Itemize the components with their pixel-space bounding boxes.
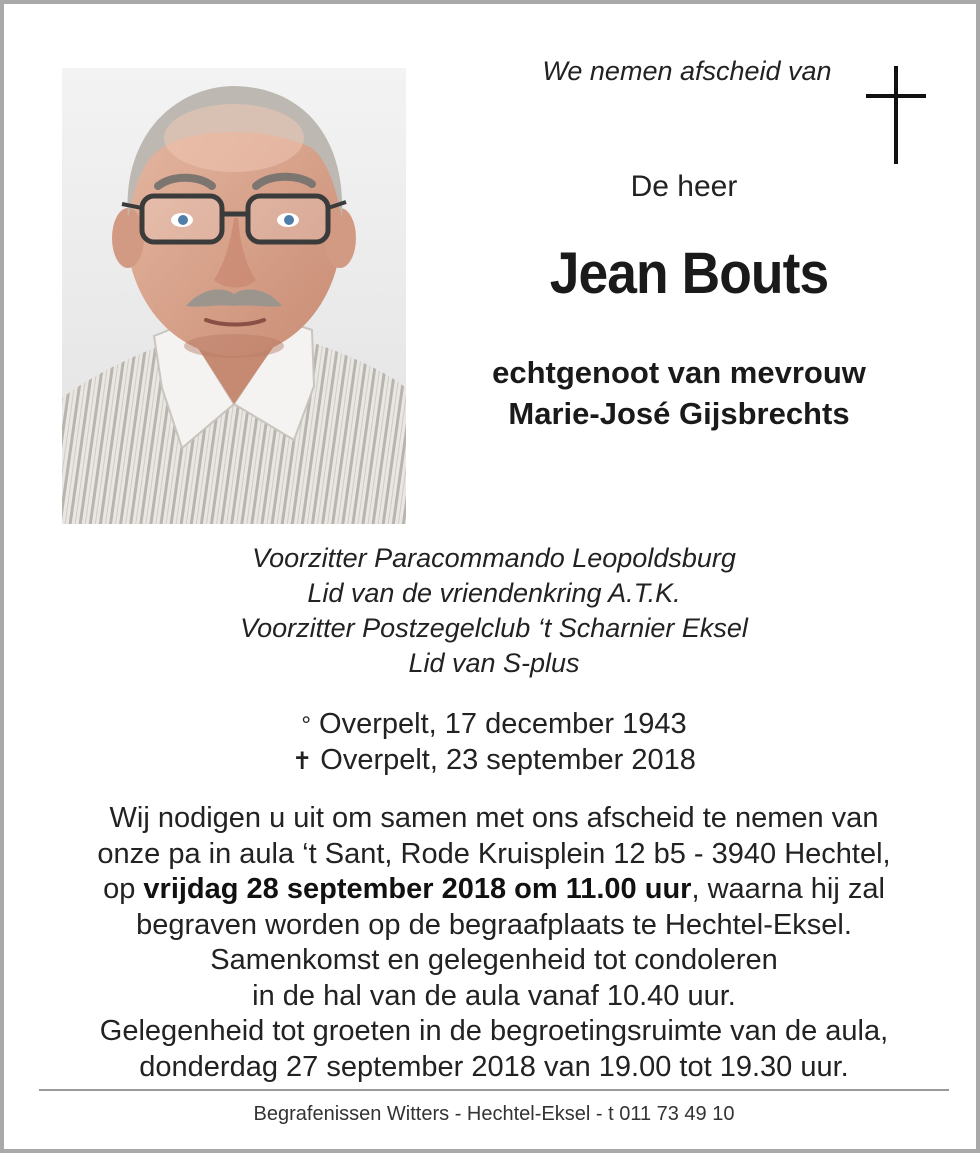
role-item: Voorzitter Postzegelclub ‘t Scharnier Eksel bbox=[240, 613, 748, 643]
invite-post: , waarna hij zal bbox=[691, 873, 885, 905]
invite-pre: op bbox=[103, 873, 144, 905]
spouse-line-1: echtgenoot van mevrouw bbox=[492, 355, 866, 390]
invitation-text bbox=[34, 801, 954, 1085]
role-item: Voorzitter Paracommando Leopoldsburg bbox=[252, 543, 736, 573]
invite-line: Samenkomst en gelegenheid tot condoleren bbox=[210, 944, 778, 976]
birth-line bbox=[44, 707, 944, 743]
invite-line: donderdag 27 september 2018 van 19.00 tot 19.30 uur. bbox=[139, 1050, 849, 1083]
funeral-home-footer: Begrafenissen Witters - Hechtel-Eksel - t 011 73 49 10 bbox=[253, 1103, 735, 1125]
life-dates bbox=[44, 707, 944, 779]
salutation: De heer bbox=[630, 170, 738, 203]
invite-line: onze pa in aula ‘t Sant, Rode Kruisplein 12 b5 - 3940 Hechtel, bbox=[97, 837, 891, 870]
deceased-name: Jean Bouts bbox=[549, 241, 829, 306]
spouse-line-2: Marie-José Gijsbrechts bbox=[508, 396, 850, 431]
role-item: Lid van de vriendenkring A.T.K. bbox=[307, 578, 681, 608]
ceremony-datetime: vrijdag 28 september 2018 om 11.00 uur bbox=[143, 873, 692, 905]
portrait-photo bbox=[62, 68, 406, 524]
invite-line bbox=[34, 872, 954, 908]
cross-icon bbox=[866, 66, 926, 164]
intro-label: We nemen afscheid van bbox=[542, 56, 832, 86]
spouse-block bbox=[434, 352, 924, 434]
intro-text bbox=[444, 56, 924, 87]
roles-list bbox=[44, 541, 944, 681]
role-item: Lid van S-plus bbox=[408, 648, 580, 678]
invite-line: begraven worden op de begraafplaats te Hechtel-Eksel. bbox=[136, 908, 852, 941]
invite-line: Gelegenheid tot groeten in de begroetingsruimte van de aula, bbox=[99, 1015, 889, 1047]
invite-line: in de hal van de aula vanaf 10.40 uur. bbox=[252, 979, 736, 1012]
invite-line: Wij nodigen u uit om samen met ons afscheid te nemen van bbox=[109, 802, 879, 834]
birth-symbol: ° bbox=[301, 712, 311, 739]
portrait-illustration bbox=[62, 68, 406, 524]
birth-date: Overpelt, 17 december 1943 bbox=[319, 708, 687, 740]
death-date: Overpelt, 23 september 2018 bbox=[320, 744, 696, 776]
death-cross-icon: ✝ bbox=[292, 748, 313, 775]
death-line bbox=[44, 743, 944, 779]
divider bbox=[39, 1089, 949, 1091]
